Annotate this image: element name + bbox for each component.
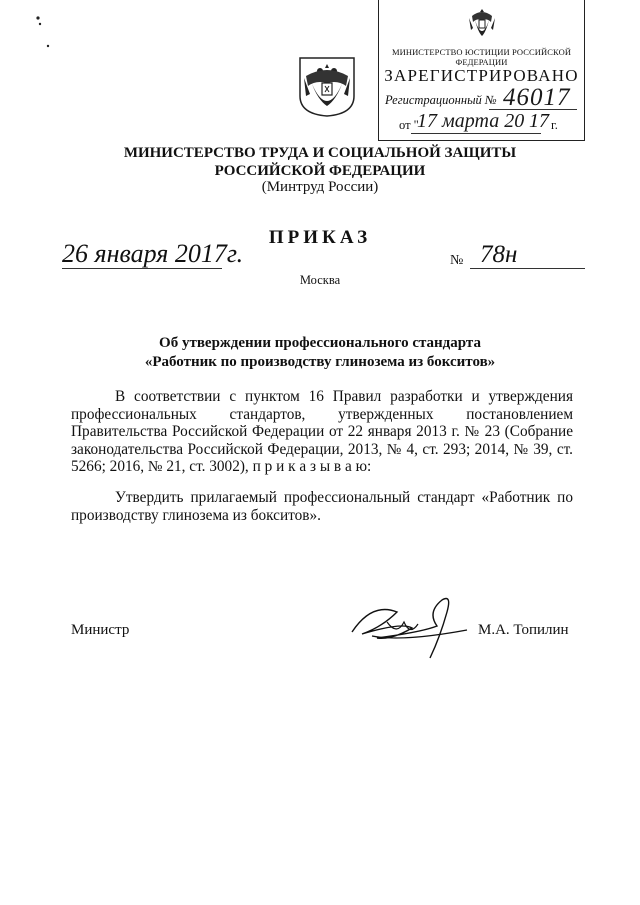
order-date: 26 января 2017г. [62, 239, 244, 268]
handwritten-signature-icon [342, 592, 492, 667]
ministry-heading [0, 144, 640, 180]
stamp-date-underline [411, 133, 541, 134]
stamp-year-suffix: г. [551, 118, 558, 132]
ministry-name-line1: МИНИСТЕРСТВО ТРУДА И СОЦИАЛЬНОЙ ЗАЩИТЫ [123, 145, 517, 161]
stamp-ministry-name: МИНИСТЕРСТВО ЮСТИЦИИ РОССИЙСКОЙ ФЕДЕРАЦИИ [391, 47, 572, 67]
document-title [0, 334, 640, 372]
stamp-reg-number-label: Регистрационный № [385, 93, 497, 107]
stamp-emblem-icon [467, 6, 497, 47]
order-city: Москва [299, 273, 341, 287]
title-line1: Об утверждении профессионального стандарта [159, 335, 481, 351]
stamp-year-handwritten: 17 [529, 110, 549, 132]
scan-specks [34, 14, 54, 59]
registration-stamp [378, 0, 585, 141]
order-date-underline [62, 268, 222, 269]
stamp-reg-number: 46017 [503, 84, 571, 111]
order-number-label: № [450, 253, 464, 268]
ministry-short-name: (Минтруд России) [261, 179, 379, 195]
order-number-underline [470, 268, 585, 269]
coat-of-arms-icon [298, 56, 356, 123]
title-line2: «Работник по производству глинозема из бокситов» [144, 354, 496, 370]
body-paragraph-2: Утвердить прилагаемый профессиональный стандарт «Работник по производству глинозема из бокситов». [71, 489, 573, 524]
order-number: 78н [480, 241, 518, 268]
stamp-registered-label: ЗАРЕГИСТРИРОВАНО [384, 66, 579, 85]
body-paragraph-1: В соответствии с пунктом 16 Правил разработки и утверждения профессиональных стандартов, утвержденных постановлением Правительства Российской Федерации от 22 января 2013 г. № 23 (Собрание законодательства Российской Федерации, 2013, № 4, ст. 293; 2014, № 39, ст. 5266; 2016, № 21, ст. 3002), п р и к а з ы в а ю: [71, 388, 573, 475]
signatory-position: Министр [71, 622, 130, 638]
document-type: ПРИКАЗ [268, 227, 372, 248]
stamp-date-label: от " [399, 118, 419, 132]
signatory-name: М.А. Топилин [478, 622, 569, 638]
stamp-date-value: 17 марта 20 [417, 110, 525, 132]
ministry-name-line2: РОССИЙСКОЙ ФЕДЕРАЦИИ [214, 163, 426, 179]
